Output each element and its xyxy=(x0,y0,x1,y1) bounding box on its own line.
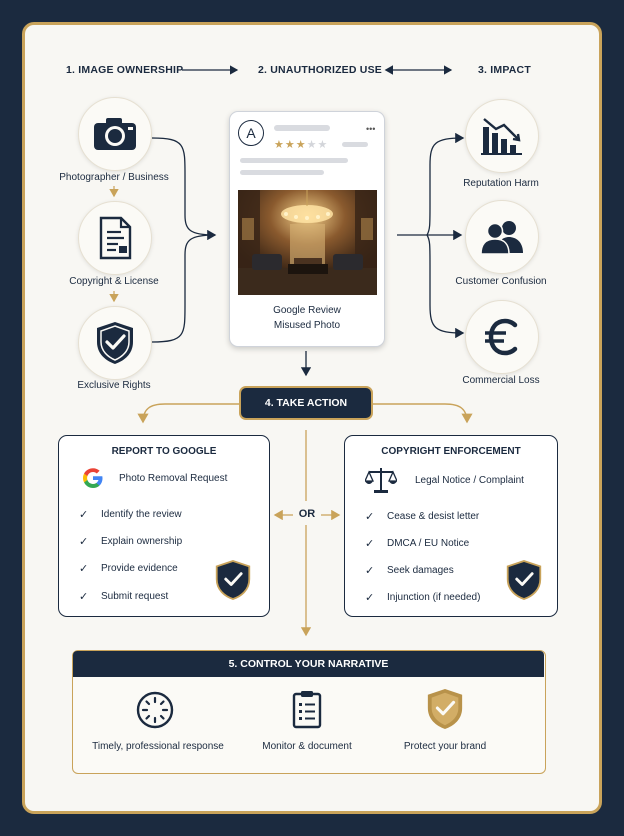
star-filled-icon: ★ xyxy=(284,139,296,151)
check-icon: ✓ xyxy=(365,565,375,577)
impact-label-commercial: Commercial Loss xyxy=(462,375,540,386)
narrative-label-response: Timely, professional response xyxy=(92,741,224,752)
euro-icon xyxy=(482,317,522,357)
report-google-subtitle: Photo Removal Request xyxy=(119,473,228,484)
review-caption-line1: Google Review xyxy=(273,305,341,316)
shield-check-icon xyxy=(94,320,136,366)
narrative-label-brand: Protect your brand xyxy=(403,741,487,752)
camera-circle xyxy=(78,97,152,171)
check-icon: ✓ xyxy=(79,509,89,521)
document-circle xyxy=(78,201,152,275)
stage-ownership-title: 1. IMAGE OWNERSHIP xyxy=(66,64,184,76)
narrative-label-monitor: Monitor & document xyxy=(262,741,352,752)
scales-icon xyxy=(365,466,397,494)
text-line-placeholder xyxy=(240,158,348,163)
copyright-step-3: ✓ Seek damages xyxy=(365,565,454,577)
shield-circle xyxy=(78,306,152,380)
reviewer-avatar: A xyxy=(238,120,264,146)
check-icon: ✓ xyxy=(79,536,89,548)
stage-unauthorized-title: 2. UNAUTHORIZED USE xyxy=(258,64,382,76)
check-icon: ✓ xyxy=(365,511,375,523)
narrative-title: 5. CONTROL YOUR NARRATIVE xyxy=(73,651,544,677)
infographic-frame xyxy=(22,22,602,814)
report-step-2: ✓ Explain ownership xyxy=(79,536,183,548)
copyright-title: COPYRIGHT ENFORCEMENT xyxy=(381,446,521,457)
misused-photo xyxy=(238,190,377,295)
shield-check-icon xyxy=(214,558,252,602)
gold-shield-icon xyxy=(425,687,465,731)
copyright-enforcement-card xyxy=(344,435,558,617)
text-line-placeholder xyxy=(240,170,324,175)
stage-impact-title: 3. IMPACT xyxy=(478,64,531,76)
impact-label-reputation: Reputation Harm xyxy=(463,178,539,189)
report-google-title: REPORT TO GOOGLE xyxy=(111,446,217,457)
check-icon: ✓ xyxy=(79,591,89,603)
clock-dial-icon xyxy=(136,691,174,729)
report-step-1: ✓ Identify the review xyxy=(79,509,182,521)
review-caption-line2: Misused Photo xyxy=(273,320,341,331)
copyright-subtitle: Legal Notice / Complaint xyxy=(415,475,524,486)
document-icon xyxy=(97,216,133,260)
star-filled-icon: ★ xyxy=(274,139,285,151)
check-icon: ✓ xyxy=(365,538,375,550)
copyright-step-2: ✓ DMCA / EU Notice xyxy=(365,538,470,550)
check-icon: ✓ xyxy=(365,592,375,604)
check-icon: ✓ xyxy=(79,563,89,575)
take-action-banner: 4. TAKE ACTION xyxy=(239,386,373,420)
google-review-card xyxy=(229,111,385,347)
users-circle xyxy=(465,200,539,274)
copyright-step-1: ✓ Cease & desist letter xyxy=(365,511,480,523)
narrative-panel xyxy=(72,650,546,774)
clipboard-icon xyxy=(292,689,322,729)
reviewer-name-placeholder xyxy=(274,125,330,131)
report-step-3: ✓ Provide evidence xyxy=(79,563,178,575)
camera-icon xyxy=(92,116,138,152)
declining-chart-icon xyxy=(480,115,524,157)
google-logo-icon xyxy=(81,466,105,490)
report-google-card xyxy=(58,435,270,617)
star-filled-icon: ★ xyxy=(295,139,307,151)
date-placeholder xyxy=(342,142,368,147)
star-empty-icon: ★ xyxy=(317,139,329,151)
copyright-step-4: ✓ Injunction (if needed) xyxy=(365,592,481,604)
euro-circle xyxy=(465,300,539,374)
impact-label-confusion: Customer Confusion xyxy=(455,276,547,287)
or-label: OR xyxy=(293,508,321,520)
more-icon[interactable]: ••• xyxy=(366,124,376,134)
ownership-label-copyright: Copyright & License xyxy=(69,276,159,287)
ownership-label-exclusive: Exclusive Rights xyxy=(77,380,151,391)
star-rating xyxy=(274,138,328,151)
reputation-circle xyxy=(465,99,539,173)
users-icon xyxy=(479,219,525,255)
report-step-4: ✓ Submit request xyxy=(79,591,169,603)
shield-check-icon xyxy=(505,558,543,602)
star-empty-icon: ★ xyxy=(306,139,318,151)
ownership-label-photographer: Photographer / Business xyxy=(59,172,169,183)
